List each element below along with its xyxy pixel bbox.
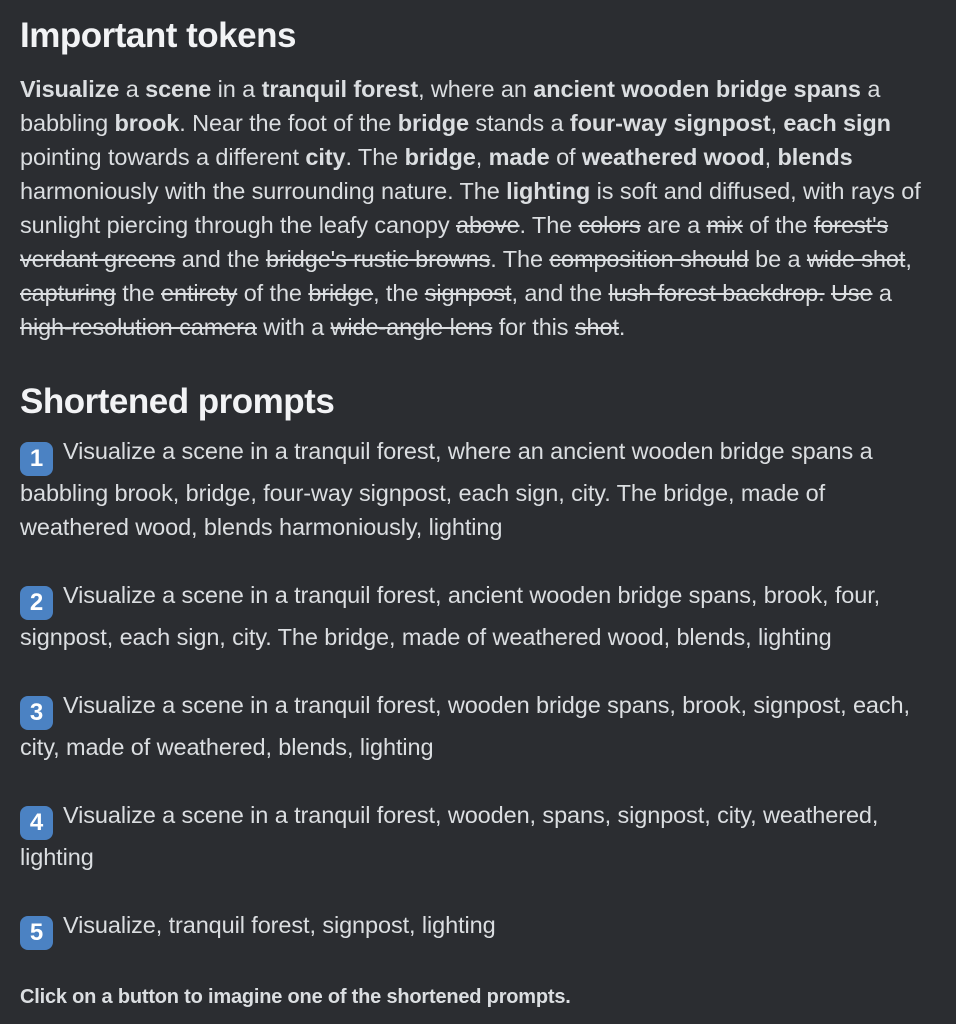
- shortened-prompt-item: [20, 908, 936, 950]
- text-token: ,: [905, 246, 912, 272]
- text-token: be a: [748, 246, 807, 272]
- keycap-1-icon[interactable]: 1: [20, 442, 53, 476]
- text-token: pointing towards a different: [20, 144, 306, 170]
- keycap-5-icon[interactable]: 5: [20, 916, 53, 950]
- shortened-prompts-heading: Shortened prompts: [20, 382, 335, 421]
- shortened-prompt-item: [20, 578, 936, 654]
- text-token: stands a: [468, 110, 570, 136]
- important-tokens-heading: Important tokens: [20, 16, 296, 55]
- struck-token: high-resolution camera: [20, 314, 257, 340]
- keycap-2-icon[interactable]: 2: [20, 586, 53, 620]
- text-token: ,: [475, 144, 489, 170]
- struck-token: wide shot: [806, 246, 906, 272]
- text-token: ,: [764, 144, 778, 170]
- text-token: with a: [256, 314, 331, 340]
- shortened-prompt-item: [20, 434, 936, 544]
- text-token: . The: [519, 212, 579, 238]
- text-token: a: [872, 280, 892, 306]
- instruction-footer: Click on a button to imagine one of the shortened prompts.: [20, 986, 571, 1008]
- struck-token: above: [455, 212, 520, 238]
- struck-token: entirety: [161, 280, 238, 306]
- bold-token: scene: [145, 76, 212, 102]
- text-token: of the: [237, 280, 309, 306]
- text-token: of: [549, 144, 582, 170]
- bold-token: made: [488, 144, 550, 170]
- bold-token: four-way signpost: [569, 110, 771, 136]
- shortened-prompt-text: Visualize, tranquil forest, signpost, lighting: [63, 912, 496, 938]
- shortened-prompt-text: Visualize a scene in a tranquil forest, wooden, spans, signpost, city, weathered, lighting: [20, 802, 879, 870]
- bold-token: brook: [114, 110, 180, 136]
- keycap-4-icon[interactable]: 4: [20, 806, 53, 840]
- text-token: ,: [770, 110, 784, 136]
- struck-token: signpost: [424, 280, 512, 306]
- bold-token: ancient wooden bridge spans: [533, 76, 861, 102]
- struck-token: wide-angle lens: [330, 314, 493, 340]
- shortened-prompt-item: [20, 688, 936, 764]
- text-token: for this: [492, 314, 575, 340]
- bold-token: weathered wood: [581, 144, 765, 170]
- struck-token: lush forest backdrop.: [608, 280, 825, 306]
- text-token: is soft and diffused, with rays of sunlight piercing through the leafy canopy: [20, 178, 921, 238]
- text-token: . The: [345, 144, 405, 170]
- struck-token: colors: [578, 212, 641, 238]
- text-token: , where an: [418, 76, 534, 102]
- struck-token: shot: [574, 314, 619, 340]
- struck-token: mix: [706, 212, 743, 238]
- shortened-prompt-text: Visualize a scene in a tranquil forest, where an ancient wooden bridge spans a babbling brook, bridge, four-way signpost, each sign, city. The bridge, made of weathered wood, blends harmoniously, lighting: [20, 438, 873, 540]
- struck-token: bridge's rustic browns: [265, 246, 491, 272]
- text-token: are a: [640, 212, 707, 238]
- text-token: . Near the foot of the: [179, 110, 398, 136]
- text-token: harmoniously with the surrounding nature. The: [20, 178, 507, 204]
- bold-token: blends: [777, 144, 853, 170]
- struck-token: bridge: [308, 280, 374, 306]
- bold-token: bridge: [397, 110, 469, 136]
- bold-token: lighting: [506, 178, 591, 204]
- text-token: in a: [211, 76, 262, 102]
- struck-token: composition should: [549, 246, 749, 272]
- text-token: , the: [373, 280, 425, 306]
- bold-token: Visualize: [20, 76, 120, 102]
- text-token: , and the: [511, 280, 609, 306]
- struck-token: capturing: [20, 280, 116, 306]
- bold-token: each sign: [783, 110, 891, 136]
- bold-token: tranquil forest: [261, 76, 419, 102]
- text-token: . The: [490, 246, 550, 272]
- text-token: the: [115, 280, 162, 306]
- struck-token: Use: [830, 280, 873, 306]
- prompt-tokens-paragraph: [20, 72, 936, 344]
- shortened-prompt-text: Visualize a scene in a tranquil forest, wooden bridge spans, brook, signpost, each, city, made of weathered, blends, lighting: [20, 692, 910, 760]
- bold-token: city: [305, 144, 346, 170]
- text-token: .: [618, 314, 626, 340]
- struck-token: forest's verdant greens: [20, 212, 889, 272]
- text-token: a babbling: [20, 76, 881, 136]
- text-token: and the: [175, 246, 266, 272]
- bold-token: bridge: [404, 144, 476, 170]
- keycap-3-icon[interactable]: 3: [20, 696, 53, 730]
- shortened-prompt-list: [20, 434, 936, 950]
- text-token: a: [119, 76, 146, 102]
- text-token: of the: [742, 212, 814, 238]
- shortened-prompt-text: Visualize a scene in a tranquil forest, ancient wooden bridge spans, brook, four, signpost, each sign, city. The bridge, made of weathered wood, blends, lighting: [20, 582, 881, 650]
- shortened-prompt-item: [20, 798, 936, 874]
